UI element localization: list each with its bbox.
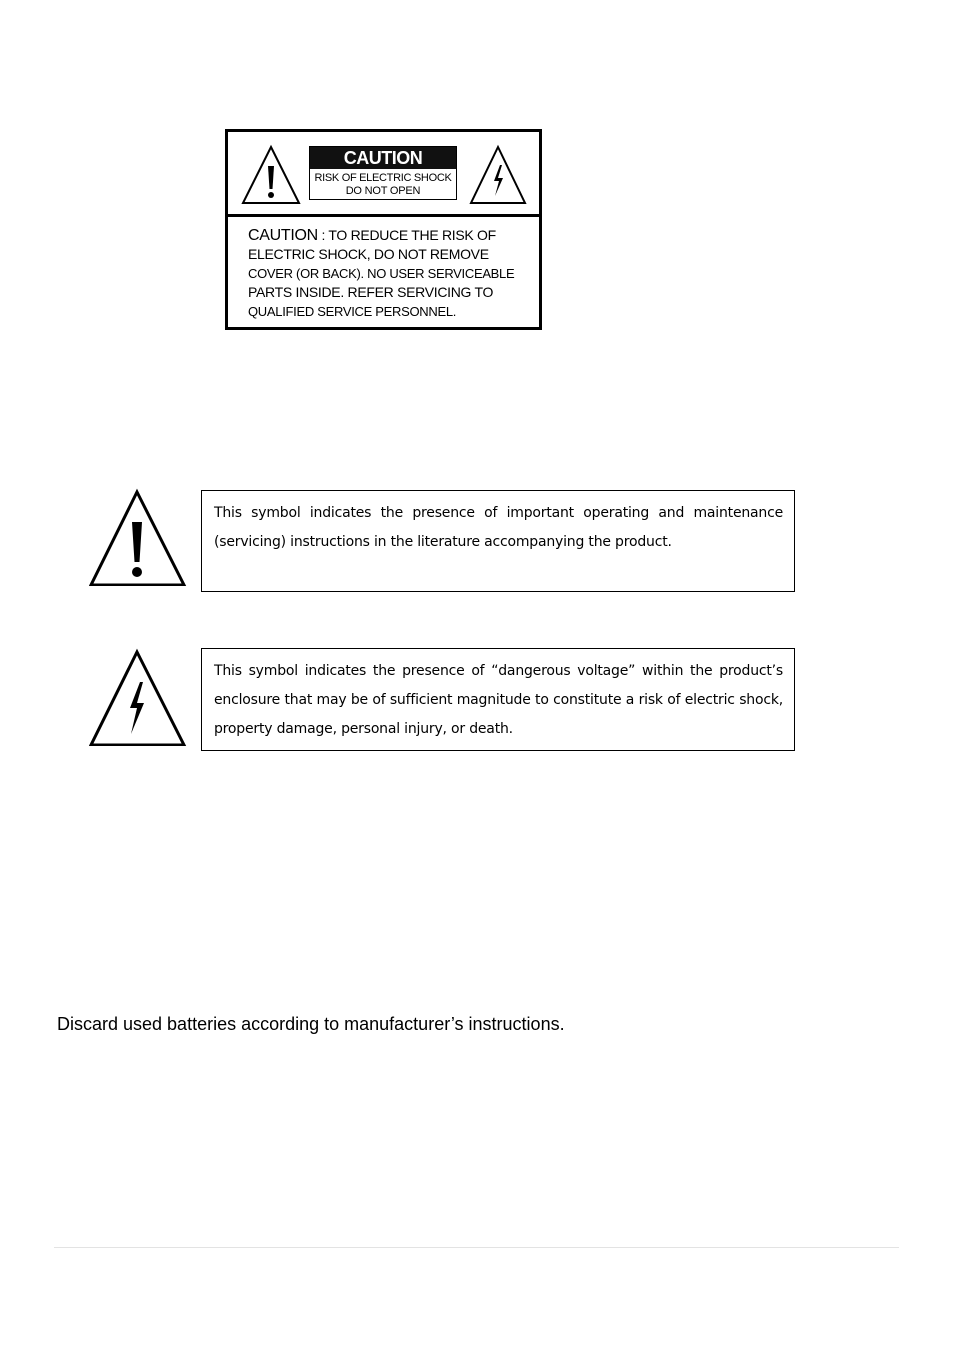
- caution-heading: CAUTION: [310, 147, 456, 169]
- exclamation-triangle-icon: [89, 488, 187, 586]
- caution-body-line-2: ELECTRIC SHOCK, DO NOT REMOVE: [248, 246, 489, 262]
- symbol-description-box: [201, 490, 795, 592]
- footer-divider: [54, 1247, 899, 1248]
- lightning-triangle-icon: [89, 648, 187, 746]
- symbol-description-text: This symbol indicates the presence of important operating and maintenance (servicing) instructions in the literature accompanying the product.: [214, 505, 783, 550]
- caution-subline-1: RISK OF ELECTRIC SHOCK: [314, 172, 452, 184]
- caution-body-line-3: COVER (OR BACK). NO USER SERVICEABLE: [248, 266, 515, 281]
- caution-body-line-1: CAUTION : TO REDUCE THE RISK OF: [248, 227, 496, 244]
- caution-label-body: [248, 226, 533, 321]
- symbol-description-box: [201, 648, 795, 751]
- battery-disposal-note: Discard used batteries according to manufacturer’s instructions.: [57, 1014, 565, 1034]
- caution-body-line-5: QUALIFIED SERVICE PERSONNEL.: [248, 304, 457, 319]
- lightning-triangle-icon: [468, 144, 528, 206]
- caution-subline-2: DO NOT OPEN: [345, 185, 421, 197]
- caution-body-line-4: PARTS INSIDE. REFER SERVICING TO: [248, 284, 494, 300]
- caution-label: [225, 129, 542, 330]
- symbol-description-text: This symbol indicates the presence of “dangerous voltage” within the product’s enclosure that may be of sufficient magnitude to constitute a risk of electric shock, property damage, personal injury, or death.: [214, 663, 783, 737]
- caution-label-header: [228, 132, 539, 214]
- exclamation-triangle-icon: [240, 144, 302, 206]
- caution-box: [309, 146, 457, 200]
- caution-label-divider: [228, 214, 539, 217]
